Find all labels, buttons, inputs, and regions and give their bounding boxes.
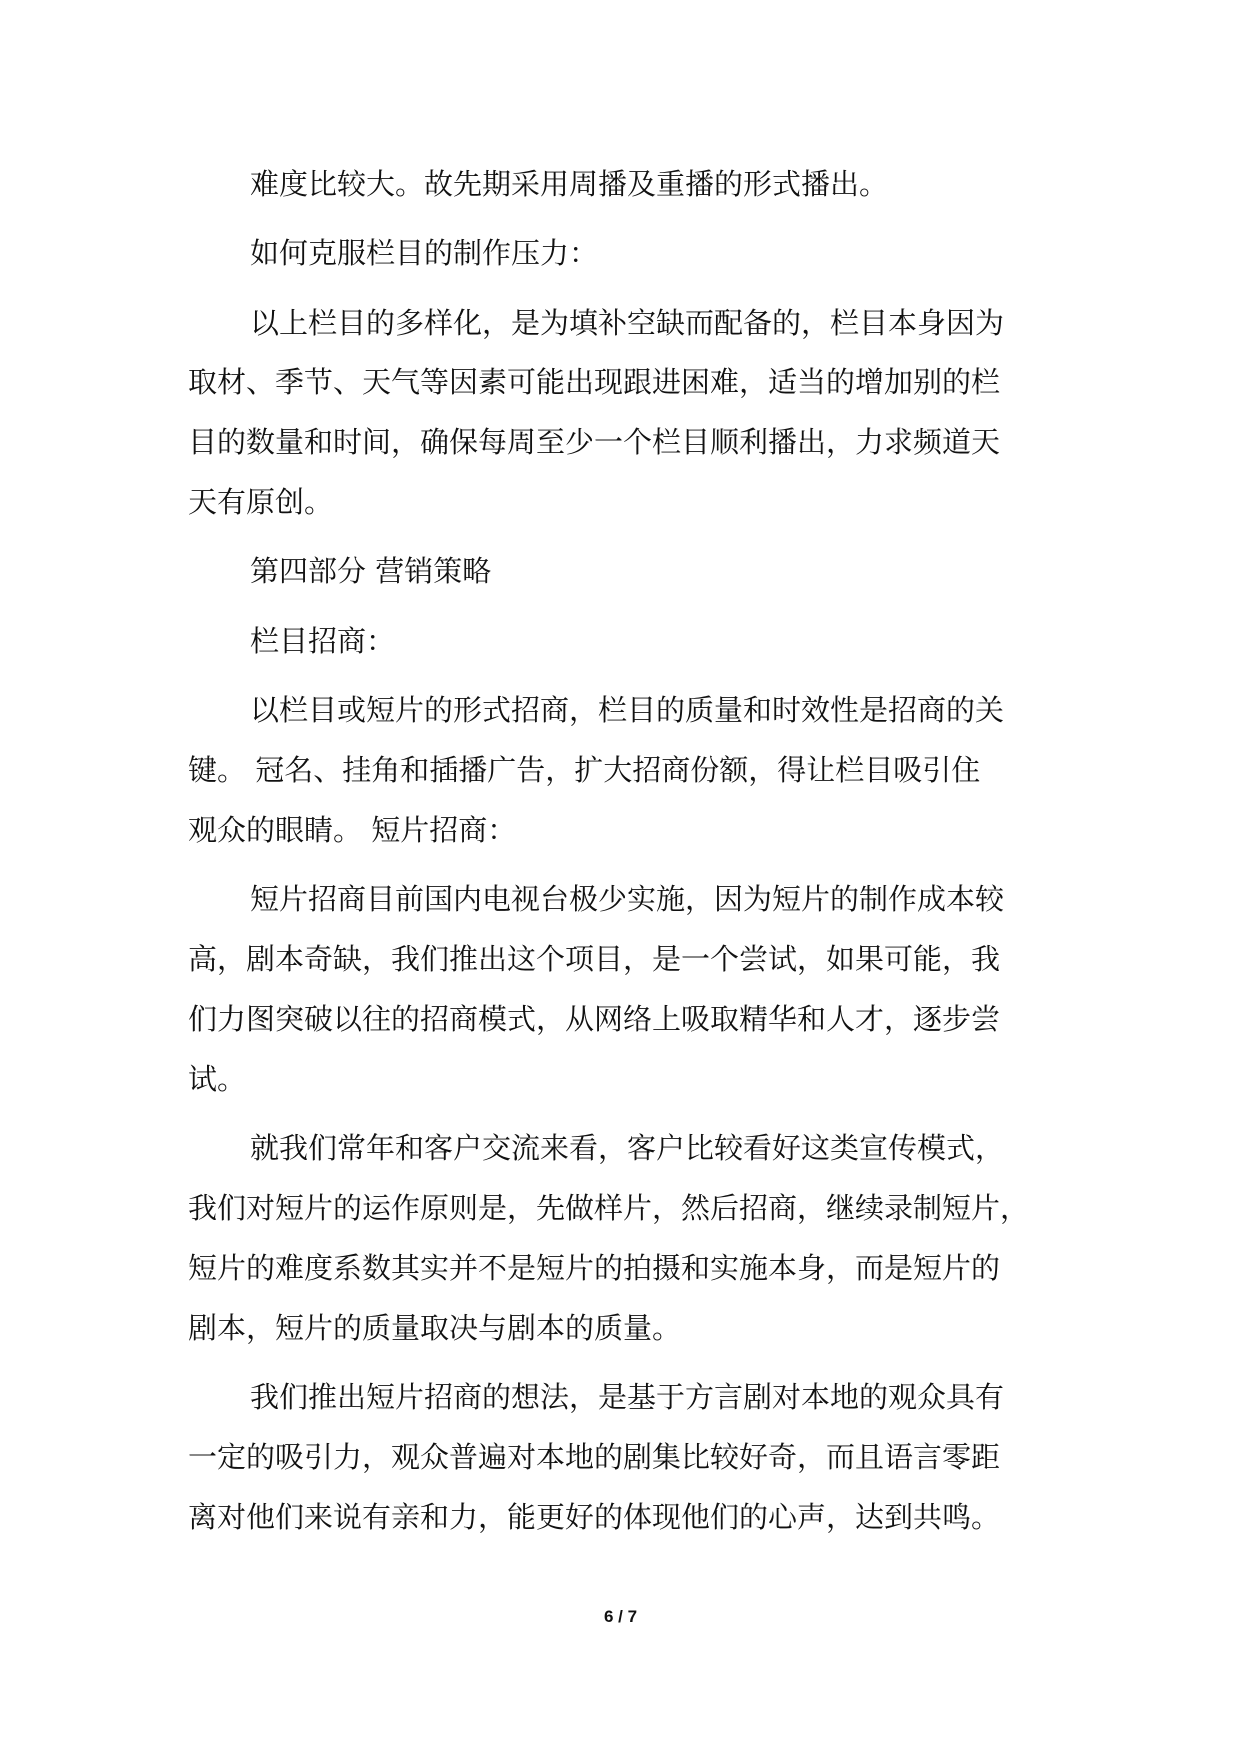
text-line: 如何克服栏目的制作压力： <box>250 236 599 270</box>
text-line: 剧本，短片的质量取决与剧本的质量。 <box>188 1311 682 1345</box>
section-heading: 第四部分 营销策略 <box>250 554 492 588</box>
text-line: 我们对短片的运作原则是，先做样片，然后招商，继续录制短片， <box>188 1191 1030 1225</box>
text-line: 天有原创。 <box>188 485 334 519</box>
text-line: 高，剧本奇缺，我们推出这个项目，是一个尝试，如果可能，我 <box>188 942 1001 976</box>
text-line: 观众的眼睛。 短片招商： <box>188 813 517 847</box>
text-line: 难度比较大。故先期采用周播及重播的形式播出。 <box>250 167 889 201</box>
text-line: 离对他们来说有亲和力，能更好的体现他们的心声，达到共鸣。 <box>188 1500 1001 1534</box>
text-line: 一定的吸引力，观众普遍对本地的剧集比较好奇，而且语言零距 <box>188 1440 1001 1474</box>
text-line: 目的数量和时间，确保每周至少一个栏目顺利播出，力求频道天 <box>188 425 1001 459</box>
text-line: 短片招商目前国内电视台极少实施，因为短片的制作成本较 <box>250 882 1005 916</box>
text-line: 就我们常年和客户交流来看，客户比较看好这类宣传模式， <box>250 1131 1005 1165</box>
text-line: 以上栏目的多样化，是为填补空缺而配备的，栏目本身因为 <box>250 306 1005 340</box>
text-line: 取材、季节、天气等因素可能出现跟进困难，适当的增加别的栏 <box>188 365 1001 399</box>
text-line: 键。 冠名、挂角和插播广告，扩大招商份额，得让栏目吸引住 <box>188 753 981 787</box>
subsection-heading: 栏目招商： <box>250 624 396 658</box>
text-line: 我们推出短片招商的想法，是基于方言剧对本地的观众具有 <box>250 1380 1005 1414</box>
text-line: 短片的难度系数其实并不是短片的拍摄和实施本身，而是短片的 <box>188 1251 1001 1285</box>
text-line: 以栏目或短片的形式招商，栏目的质量和时效性是招商的关 <box>250 693 1005 727</box>
text-line: 试。 <box>188 1062 247 1096</box>
text-line: 们力图突破以往的招商模式，从网络上吸取精华和人才，逐步尝 <box>188 1002 1001 1036</box>
page-number: 6 / 7 <box>603 1607 638 1626</box>
